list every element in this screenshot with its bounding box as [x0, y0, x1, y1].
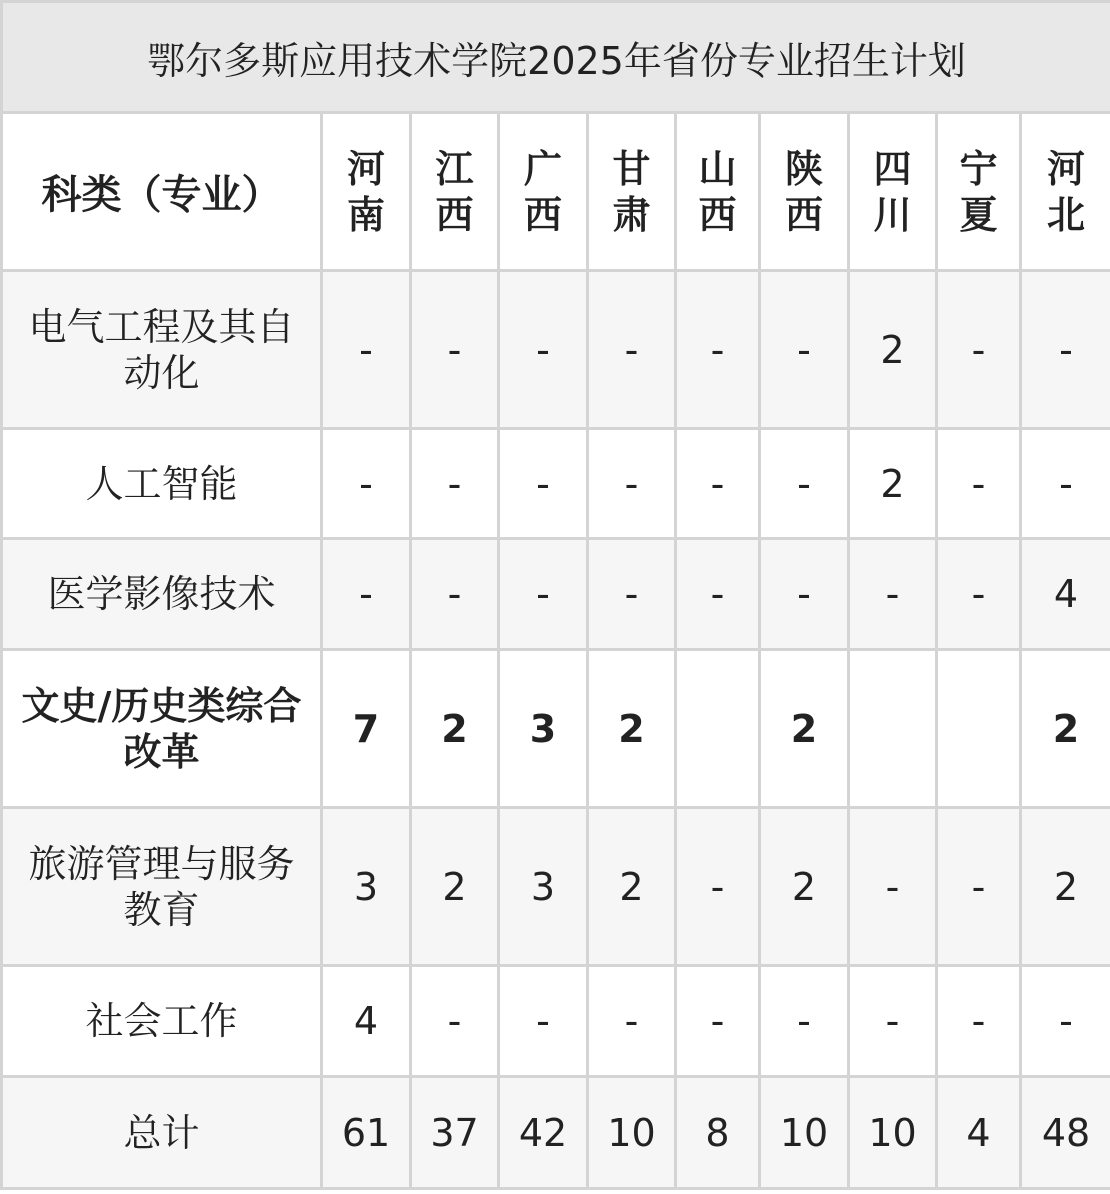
quota-cell: 37 — [411, 1077, 499, 1189]
quota-cell: 3 — [322, 808, 411, 966]
major-name-cell: 旅游管理与服务教育 — [2, 808, 322, 966]
quota-cell: 2 — [411, 650, 499, 808]
quota-cell: - — [849, 808, 937, 966]
quota-cell: 48 — [1021, 1077, 1110, 1189]
quota-cell: - — [676, 539, 760, 650]
quota-cell: - — [676, 966, 760, 1077]
quota-cell: 2 — [760, 808, 849, 966]
quota-cell: - — [322, 539, 411, 650]
quota-cell: - — [937, 539, 1021, 650]
quota-cell: 2 — [411, 808, 499, 966]
province-header: 广 西 — [499, 113, 588, 271]
quota-cell: 61 — [322, 1077, 411, 1189]
quota-cell: - — [411, 271, 499, 429]
quota-cell: - — [937, 966, 1021, 1077]
quota-cell: 2 — [588, 650, 676, 808]
quota-cell: 4 — [322, 966, 411, 1077]
quota-cell: - — [849, 539, 937, 650]
quota-cell: - — [676, 271, 760, 429]
province-header: 宁 夏 — [937, 113, 1021, 271]
quota-cell: - — [588, 539, 676, 650]
header-row — [2, 113, 1110, 271]
quota-cell: 2 — [760, 650, 849, 808]
quota-cell: 2 — [849, 271, 937, 429]
quota-cell — [937, 650, 1021, 808]
quota-cell: - — [322, 429, 411, 539]
quota-cell: - — [760, 539, 849, 650]
quota-cell: 2 — [1021, 650, 1110, 808]
quota-cell: - — [499, 539, 588, 650]
quota-cell: 2 — [588, 808, 676, 966]
quota-cell: - — [588, 271, 676, 429]
total-row — [2, 1077, 1110, 1189]
table-body — [2, 271, 1110, 1189]
quota-cell: - — [760, 966, 849, 1077]
major-name-cell: 电气工程及其自动化 — [2, 271, 322, 429]
quota-cell: 10 — [849, 1077, 937, 1189]
quota-cell: 10 — [588, 1077, 676, 1189]
table-row — [2, 808, 1110, 966]
quota-cell: 2 — [849, 429, 937, 539]
quota-cell: 7 — [322, 650, 411, 808]
major-name-cell: 医学影像技术 — [2, 539, 322, 650]
quota-cell: 10 — [760, 1077, 849, 1189]
province-header: 四 川 — [849, 113, 937, 271]
major-name-cell: 社会工作 — [2, 966, 322, 1077]
quota-cell: - — [411, 966, 499, 1077]
quota-cell: - — [411, 429, 499, 539]
major-name-cell: 文史/历史类综合改革 — [2, 650, 322, 808]
quota-cell: 3 — [499, 650, 588, 808]
table-row — [2, 429, 1110, 539]
province-header: 山 西 — [676, 113, 760, 271]
province-header: 河 南 — [322, 113, 411, 271]
major-name-cell: 人工智能 — [2, 429, 322, 539]
category-header: 科类（专业） — [2, 113, 322, 271]
quota-cell: 2 — [1021, 808, 1110, 966]
quota-cell: - — [676, 429, 760, 539]
quota-cell: - — [1021, 966, 1110, 1077]
quota-cell: - — [499, 966, 588, 1077]
quota-cell: 42 — [499, 1077, 588, 1189]
province-header: 陕 西 — [760, 113, 849, 271]
quota-cell: - — [760, 271, 849, 429]
quota-cell: - — [499, 429, 588, 539]
province-header: 江 西 — [411, 113, 499, 271]
quota-cell: - — [411, 539, 499, 650]
quota-cell: - — [676, 808, 760, 966]
quota-cell: - — [588, 429, 676, 539]
table-row — [2, 650, 1110, 808]
quota-cell: 8 — [676, 1077, 760, 1189]
table-title: 鄂尔多斯应用技术学院2025年省份专业招生计划 — [2, 2, 1110, 113]
quota-cell: - — [588, 966, 676, 1077]
quota-cell: - — [322, 271, 411, 429]
table-row — [2, 539, 1110, 650]
quota-cell: - — [849, 966, 937, 1077]
table-row — [2, 966, 1110, 1077]
quota-cell — [849, 650, 937, 808]
quota-cell: - — [760, 429, 849, 539]
province-header: 河 北 — [1021, 113, 1110, 271]
quota-cell: - — [499, 271, 588, 429]
province-header: 甘 肃 — [588, 113, 676, 271]
quota-cell: 4 — [1021, 539, 1110, 650]
quota-cell: - — [1021, 429, 1110, 539]
quota-cell — [676, 650, 760, 808]
table-row — [2, 271, 1110, 429]
quota-cell: - — [937, 271, 1021, 429]
major-name-cell: 总计 — [2, 1077, 322, 1189]
quota-cell: 3 — [499, 808, 588, 966]
quota-cell: - — [1021, 271, 1110, 429]
quota-cell: 4 — [937, 1077, 1021, 1189]
quota-cell: - — [937, 808, 1021, 966]
quota-cell: - — [937, 429, 1021, 539]
